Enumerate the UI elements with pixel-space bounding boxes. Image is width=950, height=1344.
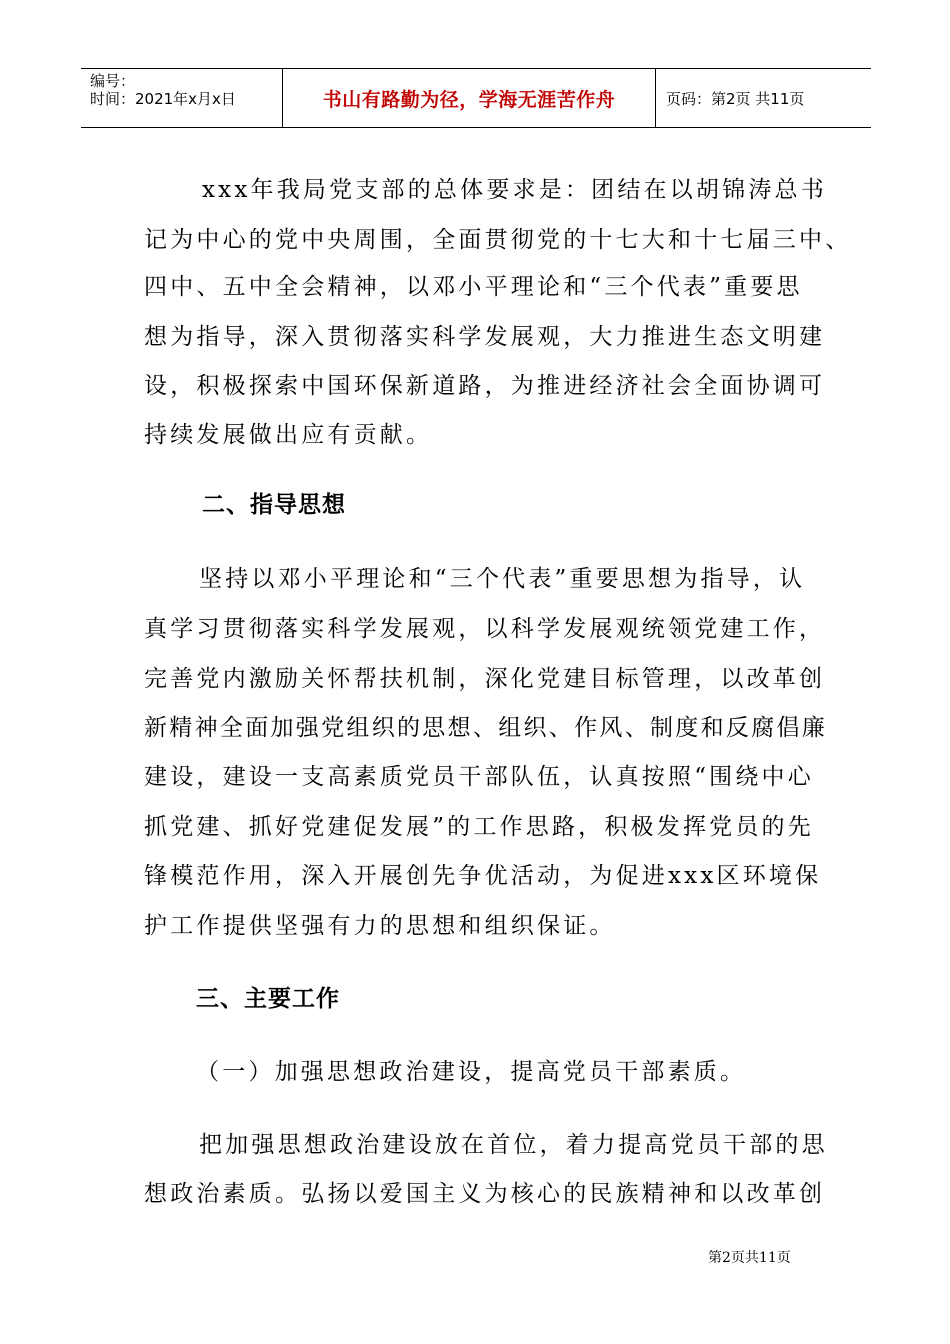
paragraph-line: 锋模范作用，深入开展创先争优活动，为促进xxx区环境保 bbox=[144, 863, 822, 889]
paragraph-line: 完善党内激励关怀帮扶机制，深化党建目标管理，以改革创 bbox=[144, 666, 826, 692]
document-header bbox=[81, 68, 871, 128]
paragraph-line: 四中、五中全会精神，以邓小平理论和“三个代表”重要思 bbox=[144, 274, 803, 300]
page-footer: 第2页共11页 bbox=[708, 1250, 791, 1266]
document-number-label: 编号： bbox=[90, 72, 136, 90]
paragraph-line: 抓党建、抓好党建促发展”的工作思路，积极发挥党员的先 bbox=[144, 814, 814, 840]
paragraph-line: 持续发展做出应有贡献。 bbox=[144, 422, 433, 448]
header-motto: 书山有路勤为径，学海无涯苦作舟 bbox=[283, 69, 656, 127]
paragraph-line: 护工作提供坚强有力的思想和组织保证。 bbox=[144, 913, 616, 939]
section-heading-main-work: 三、主要工作 bbox=[196, 986, 340, 1012]
paragraph-line: 坚持以邓小平理论和“三个代表”重要思想为指导，认 bbox=[199, 566, 806, 592]
paragraph-line: 建设，建设一支高素质党员干部队伍，认真按照“围绕中心 bbox=[144, 764, 814, 790]
header-meta-cell bbox=[81, 69, 283, 127]
document-date: 时间：2021年x月x日 bbox=[90, 90, 236, 108]
paragraph-line: 记为中心的党中央周围，全面贯彻党的十七大和十七届三中、 bbox=[144, 227, 852, 253]
paragraph-line: 把加强思想政治建设放在首位，着力提高党员干部的思 bbox=[199, 1132, 828, 1158]
paragraph-line: 设，积极探索中国环保新道路，为推进经济社会全面协调可 bbox=[144, 373, 826, 399]
paragraph-line: 想政治素质。弘扬以爱国主义为核心的民族精神和以改革创 bbox=[144, 1181, 826, 1207]
header-page-info: 页码：第2页 共11页 bbox=[666, 89, 805, 108]
paragraph-line: 想为指导，深入贯彻落实科学发展观，大力推进生态文明建 bbox=[144, 324, 826, 350]
paragraph-line: xxx年我局党支部的总体要求是：团结在以胡锦涛总书 bbox=[202, 177, 827, 203]
sub-heading: （一）加强思想政治建设，提高党员干部素质。 bbox=[196, 1059, 747, 1085]
paragraph-line: 新精神全面加强党组织的思想、组织、作风、制度和反腐倡廉 bbox=[144, 715, 828, 741]
section-heading-guiding: 二、指导思想 bbox=[202, 492, 346, 518]
paragraph-line: 真学习贯彻落实科学发展观，以科学发展观统领党建工作， bbox=[144, 616, 826, 642]
